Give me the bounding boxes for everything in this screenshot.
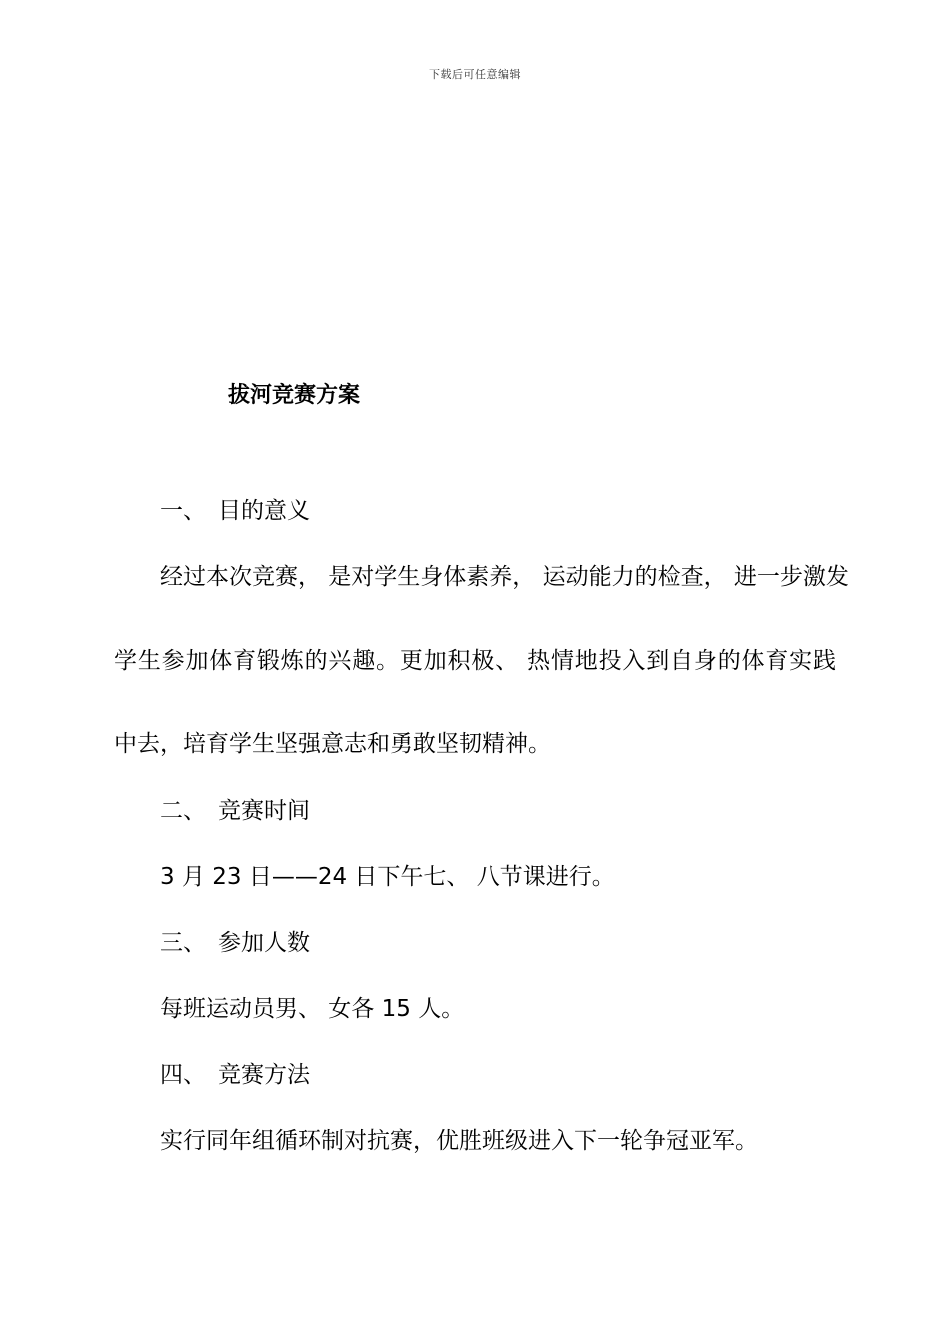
document-title: 拔河竞赛方案 bbox=[228, 383, 361, 408]
section-heading-text: 竞赛时间 bbox=[218, 798, 310, 824]
paragraph-line: 经过本次竞赛， 是对学生身体素养， 运动能力的检查， 进一步激发 bbox=[160, 564, 849, 590]
section-heading-2 bbox=[160, 796, 310, 826]
paragraph-line: 学生参加体育锻炼的兴趣。更加积极、 热情地投入到自身的体育实践 bbox=[114, 648, 836, 674]
section-heading-4 bbox=[160, 1060, 310, 1090]
paragraph-line: 实行同年组循环制对抗赛，优胜班级进入下一轮争冠亚军。 bbox=[160, 1128, 758, 1154]
page-header-note: 下载后可任意编辑 bbox=[429, 68, 521, 81]
section-heading-text: 目的意义 bbox=[218, 498, 310, 524]
paragraph-line: 每班运动员男、 女各 15 人。 bbox=[160, 996, 465, 1022]
paragraph-line: 中去，培育学生坚强意志和勇敢坚韧精神。 bbox=[114, 731, 551, 757]
section-number: 一、 bbox=[160, 498, 206, 524]
section-heading-text: 竞赛方法 bbox=[218, 1062, 310, 1088]
paragraph-line: 3 月 23 日——24 日下午七、 八节课进行。 bbox=[160, 864, 615, 890]
section-number: 二、 bbox=[160, 798, 206, 824]
section-number: 四、 bbox=[160, 1062, 206, 1088]
section-heading-1 bbox=[160, 496, 310, 526]
section-number: 三、 bbox=[160, 930, 206, 956]
section-heading-text: 参加人数 bbox=[218, 930, 310, 956]
section-heading-3 bbox=[160, 928, 310, 958]
